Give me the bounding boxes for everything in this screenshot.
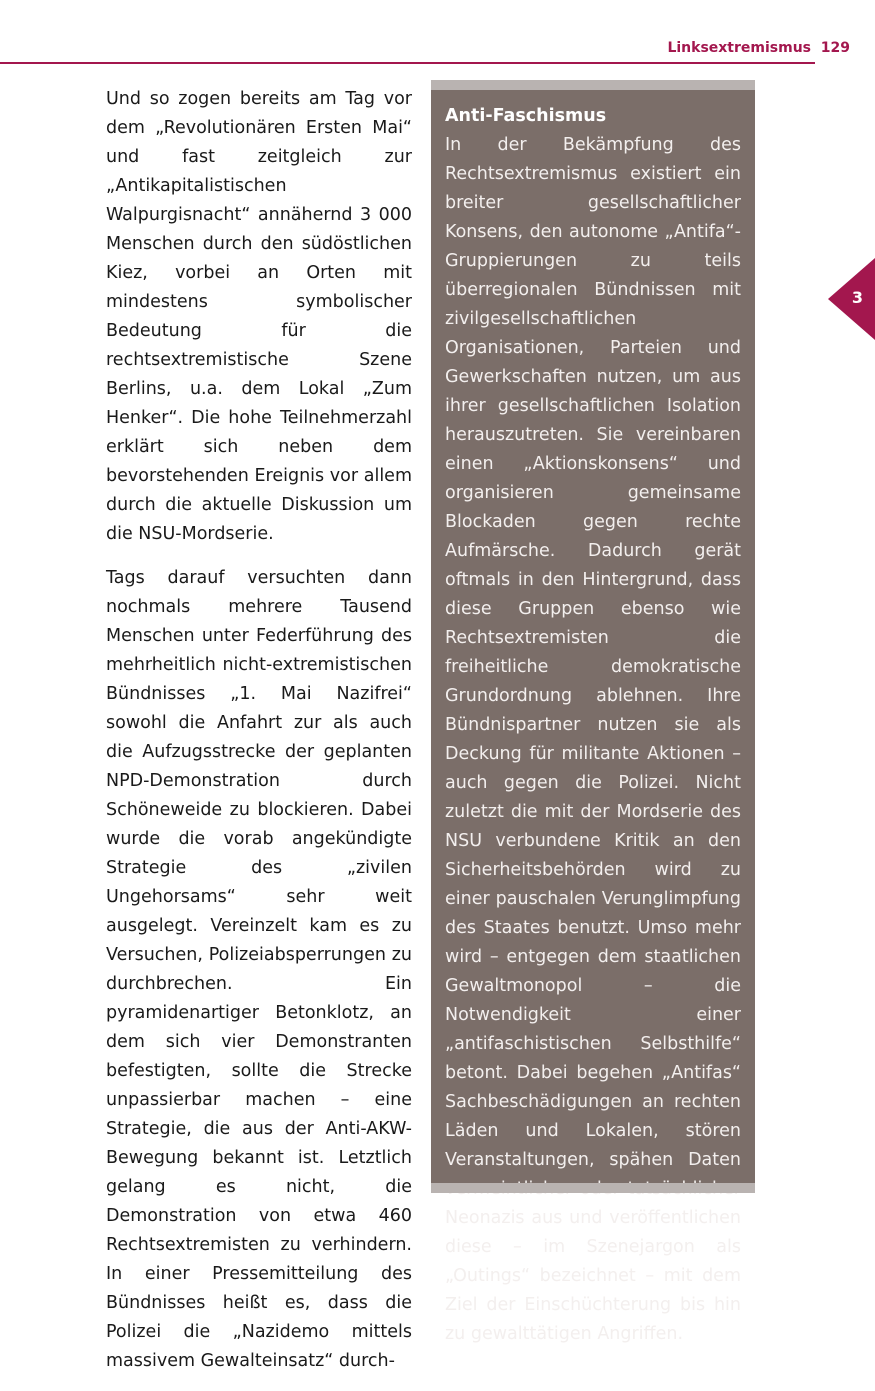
page-number: 129 bbox=[820, 40, 850, 56]
main-paragraph-2: Tags darauf versuchten dann nochmals mehrere Tausend Menschen unter Federführung des mehrheitlich nicht-extremistischen Bündnisses „1. Mai Nazifrei“ sowohl die Anfahrt zur als auch die Aufzugsstrecke der geplanten NPD-Demonstration durch Schöneweide zu blockieren. Dabei wurde die vorab angekündigte Strategie des „zivilen Ungehorsams“ sehr weit ausgelegt. Vereinzelt kam es zu Versuchen, Polizeiabsperrungen zu durchbrechen. Ein pyramidenartiger Betonklotz, an dem sich vier Demonstranten befestigten, sollte die Strecke unpassierbar machen – eine Strategie, die aus der Anti-AKW-Bewegung bekannt ist. Letztlich gelang es nicht, die Demonstration von etwa 460 Rechtsextremisten zu verhindern. In einer Pressemitteilung des Bündnisses heißt es, dass die Polizei die „Nazidemo mittels massivem Gewalteinsatz“ durch- bbox=[106, 568, 412, 1371]
running-header bbox=[667, 40, 850, 56]
info-box bbox=[431, 80, 755, 1344]
info-box-title: Anti-Faschismus bbox=[445, 106, 607, 126]
chapter-tab bbox=[828, 258, 875, 340]
info-box-body: In der Bekämpfung des Rechtsextremismus existiert ein breiter gesellschaftlicher Konsens, den autonome „Antifa“-Gruppierungen zu teils überregionalen Bündnissen mit zivilgesellschaftlichen Organisationen, Parteien und Gewerkschaften nutzen, um aus ihrer gesellschaftlichen Isolation herauszutreten. Sie vereinbaren einen „Aktionskonsens“ und organisieren gemeinsame Blockaden gegen rechte Aufmärsche. Dadurch gerät oftmals in den Hintergrund, dass diese Gruppen ebenso wie Rechtsextremisten die freiheitliche demokratische Grundordnung ablehnen. Ihre Bündnispartner nutzen sie als Deckung für militante Aktionen – auch gegen die Polizei. Nicht zuletzt die mit der Mordserie des NSU verbundene Kritik an den Sicherheitsbehörden wird zu einer pauschalen Verunglimpfung des Staates benutzt. Umso mehr wird – entgegen dem staatlichen Gewaltmonopol – die Notwendigkeit einer „antifaschistischen Selbsthilfe“ betont. Dabei begehen „Antifas“ Sachbeschädigungen an rechten Läden und Lokalen, stören Veranstaltungen, spähen Daten Neonazis aus und veröffentlichen diese – im Szenejargon als „Outings“ bezeichnet – mit dem Ziel der Einschüchterung bis hin zu gewalttätigen Angriffen. bbox=[445, 135, 741, 1344]
main-paragraph-1: Und so zogen bereits am Tag vor dem „Revolutionären Ersten Mai“ und fast zeitgleich zur „Antikapitalistischen Walpurgisnacht“ annähernd 3 000 Menschen durch den südöstlichen Kiez, vorbei an Orten mit mindestens symbolischer Bedeutung für die rechtsextremistische Szene Berlins, u.a. dem Lokal „Zum Henker“. Die hohe Teilnehmerzahl erklärt sich neben dem bevorstehenden Ereignis vor allem durch die aktuelle Diskussion um die NSU-Mordserie. bbox=[106, 89, 412, 544]
running-header-title: Linksextremismus bbox=[667, 40, 812, 56]
info-box-content bbox=[445, 102, 741, 1349]
chapter-number: 3 bbox=[851, 288, 863, 307]
info-box-top-bar bbox=[431, 80, 755, 90]
main-text-column bbox=[106, 85, 412, 1391]
header-rule bbox=[0, 62, 815, 64]
info-box-bottom-bar bbox=[431, 1183, 755, 1193]
